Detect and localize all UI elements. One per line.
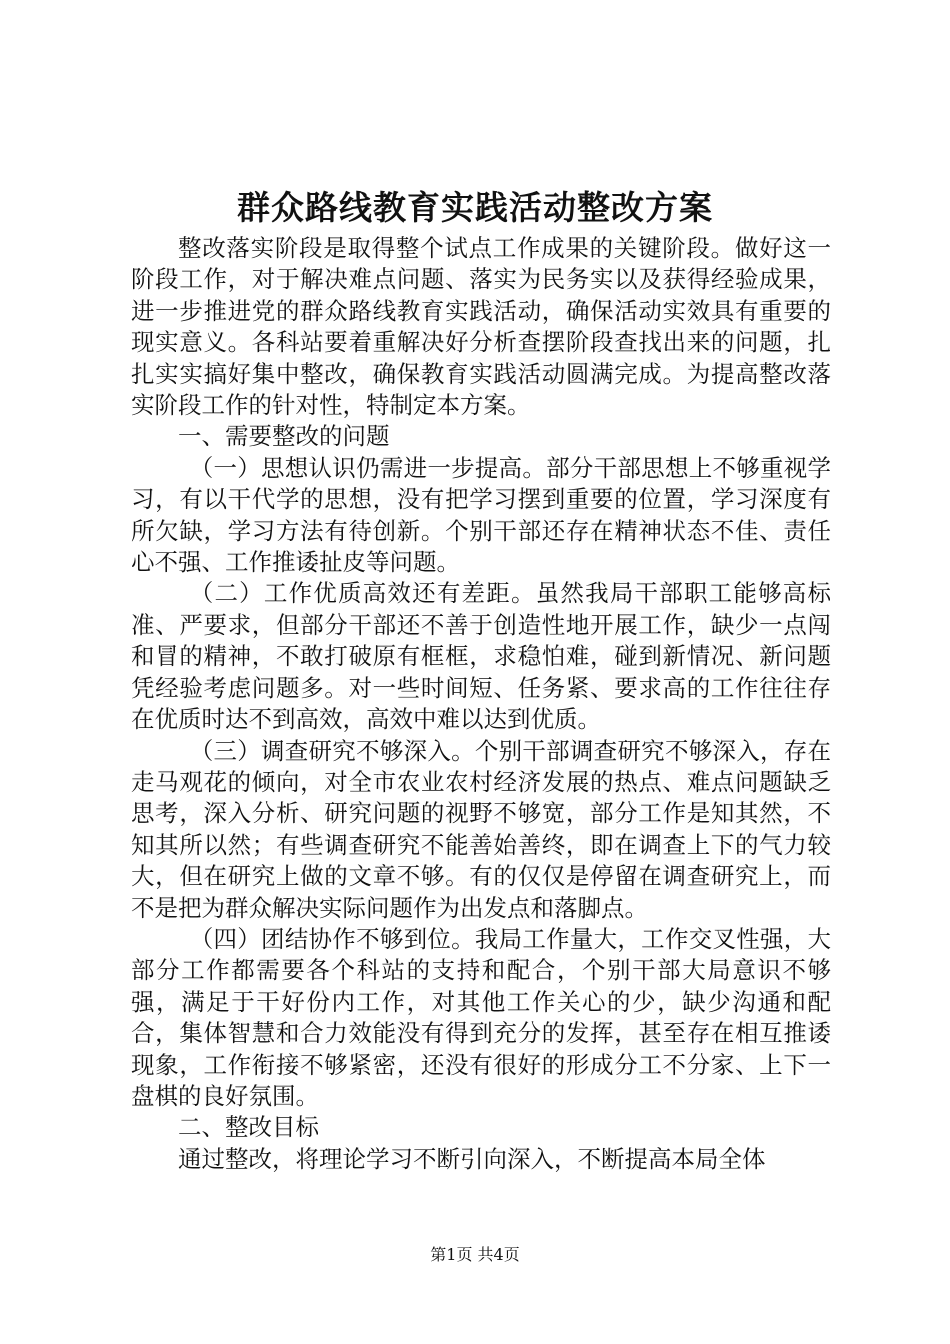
document-body [131,233,831,1175]
document-title: 群众路线教育实践活动整改方案 [237,188,713,227]
section-heading-1: 一、需要整改的问题 [178,422,390,451]
problem-paragraph-2: （二）工作优质高效还有差距。虽然我局干部职工能够高标准、严要求，但部分干部还不善于创造性地开展工作，缺少一点闯和冒的精神，不敢打破原有框框，求稳怕难，碰到新情况、新问题凭经验考虑问题多。对一些时间短、任务紧、要求高的工作往往存在优质时达不到高效，高效中难以达到优质。 [131,579,831,734]
page-footer: 第1页 共4页 [430,1245,520,1264]
goal-paragraph: 通过整改，将理论学习不断引向深入，不断提高本局全体 [178,1144,766,1173]
problem-paragraph-4: （四）团结协作不够到位。我局工作量大，工作交叉性强，大部分工作都需要各个科站的支持和配合，个别干部大局意识不够强，满足于干好份内工作，对其他工作关心的少，缺少沟通和配合，集体智慧和合力效能没有得到充分的发挥，甚至存在相互推诿现象，工作衔接不够紧密，还没有很好的形成分工不分家、上下一盘棋的良好氛围。 [131,924,831,1110]
problem-paragraph-3: （三）调查研究不够深入。个别干部调查研究不够深入，存在走马观花的倾向，对全市农业农村经济发展的热点、难点问题缺乏思考，深入分析、研究问题的视野不够宽，部分工作是知其然，不知其所以然；有些调查研究不能善始善终，即在调查上下的气力较大，但在研究上做的文章不够。有的仅仅是停留在调查研究上，而不是把为群众解决实际问题作为出发点和落脚点。 [131,736,831,922]
intro-paragraph: 整改落实阶段是取得整个试点工作成果的关键阶段。做好这一阶段工作，对于解决难点问题、落实为民务实以及获得经验成果，进一步推进党的群众路线教育实践活动，确保活动实效具有重要的现实意义。各科站要着重解决好分析查摆阶段查找出来的问题，扎扎实实搞好集中整改，确保教育实践活动圆满完成。为提高整改落实阶段工作的针对性，特制定本方案。 [131,234,831,420]
problem-paragraph-1: （一）思想认识仍需进一步提高。部分干部思想上不够重视学习，有以干代学的思想，没有把学习摆到重要的位置，学习深度有所欠缺，学习方法有待创新。个别干部还存在精神状态不佳、责任心不强、工作推诿扯皮等问题。 [131,453,831,577]
section-heading-2: 二、整改目标 [178,1113,319,1142]
